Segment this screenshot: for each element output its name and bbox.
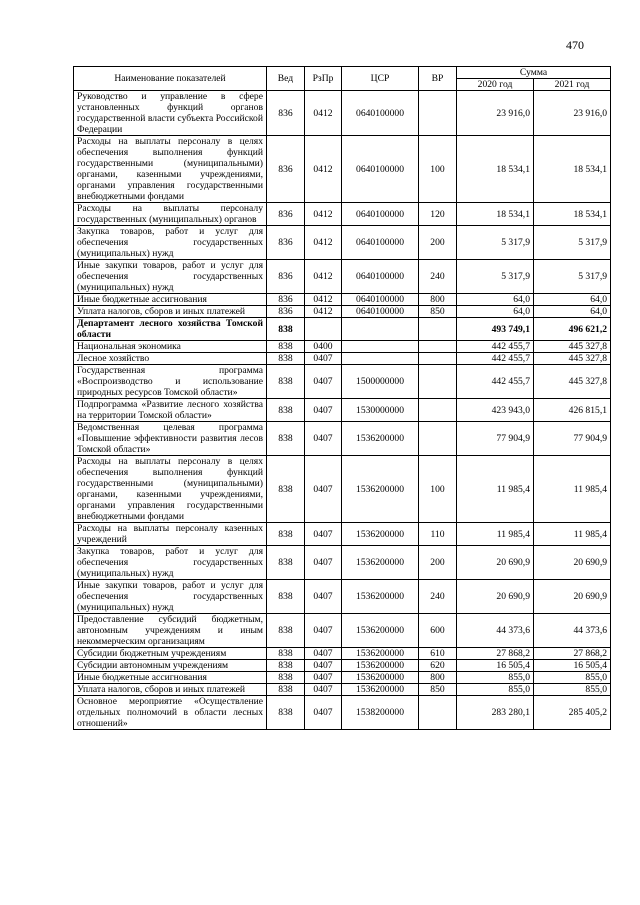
cell-rzpr: 0407: [305, 422, 342, 456]
cell-ved: 838: [267, 546, 305, 580]
cell-amount-2020: 16 505,4: [457, 660, 534, 672]
cell-amount-2020: 442 455,7: [457, 341, 534, 353]
cell-vr: 120: [419, 203, 457, 226]
cell-name: Уплата налогов, сборов и иных платежей: [74, 306, 267, 318]
cell-name: Предоставление субсидий бюджетным, автономным учреждениям и иным некоммерческим организациям: [74, 614, 267, 648]
cell-name: Департамент лесного хозяйства Томской области: [74, 318, 267, 341]
cell-name: Иные закупки товаров, работ и услуг для обеспечения государственных (муниципальных) нужд: [74, 580, 267, 614]
cell-name: Ведомственная целевая программа «Повышение эффективности развития лесов Томской области»: [74, 422, 267, 456]
cell-vr: 850: [419, 684, 457, 696]
cell-vr: 800: [419, 672, 457, 684]
cell-vr: 610: [419, 648, 457, 660]
table-row: [74, 422, 611, 456]
cell-rzpr: 0407: [305, 684, 342, 696]
cell-name: Расходы на выплаты персоналу в целях обеспечения выполнения функций государственными (муниципальными) органами, казенными учреждениями, органами управления государственными внебюджетными фондами: [74, 136, 267, 203]
table-row: [74, 546, 611, 580]
cell-vr: 620: [419, 660, 457, 672]
cell-name: Закупка товаров, работ и услуг для обеспечения государственных (муниципальных) нужд: [74, 546, 267, 580]
cell-rzpr: 0407: [305, 672, 342, 684]
cell-csr: 0640100000: [342, 294, 419, 306]
cell-csr: 0640100000: [342, 306, 419, 318]
cell-name: Лесное хозяйство: [74, 353, 267, 365]
table-row: [74, 136, 611, 203]
header-ved: Вед: [267, 67, 305, 91]
cell-ved: 838: [267, 660, 305, 672]
cell-amount-2021: 496 621,2: [534, 318, 611, 341]
cell-amount-2020: 493 749,1: [457, 318, 534, 341]
cell-amount-2021: 285 405,2: [534, 696, 611, 730]
cell-csr: 0640100000: [342, 136, 419, 203]
cell-csr: 1536200000: [342, 422, 419, 456]
cell-name: Иные бюджетные ассигнования: [74, 294, 267, 306]
cell-amount-2020: 20 690,9: [457, 580, 534, 614]
cell-vr: [419, 91, 457, 136]
cell-vr: 200: [419, 546, 457, 580]
cell-rzpr: [305, 318, 342, 341]
cell-ved: 838: [267, 365, 305, 399]
cell-rzpr: 0407: [305, 696, 342, 730]
table-row: [74, 648, 611, 660]
cell-name: Расходы на выплаты персоналу казенных учреждений: [74, 523, 267, 546]
cell-ved: 838: [267, 696, 305, 730]
cell-amount-2020: 77 904,9: [457, 422, 534, 456]
cell-csr: 1500000000: [342, 365, 419, 399]
cell-vr: 100: [419, 456, 457, 523]
cell-csr: 1536200000: [342, 580, 419, 614]
cell-vr: 850: [419, 306, 457, 318]
cell-amount-2021: 23 916,0: [534, 91, 611, 136]
header-sum: Сумма: [457, 67, 611, 79]
cell-csr: 1536200000: [342, 614, 419, 648]
table-body: [74, 91, 611, 730]
cell-amount-2020: 27 868,2: [457, 648, 534, 660]
cell-ved: 838: [267, 456, 305, 523]
table-row: [74, 684, 611, 696]
cell-amount-2020: 11 985,4: [457, 523, 534, 546]
cell-rzpr: 0407: [305, 660, 342, 672]
cell-csr: 0640100000: [342, 203, 419, 226]
cell-vr: [419, 422, 457, 456]
table-row: [74, 399, 611, 422]
table-row: [74, 203, 611, 226]
cell-amount-2020: 283 280,1: [457, 696, 534, 730]
table-row: [74, 660, 611, 672]
cell-rzpr: 0407: [305, 523, 342, 546]
budget-table: [73, 66, 611, 730]
header-name: Наименование показателей: [74, 67, 267, 91]
cell-csr: 1530000000: [342, 399, 419, 422]
cell-vr: [419, 365, 457, 399]
cell-rzpr: 0412: [305, 91, 342, 136]
cell-amount-2021: 18 534,1: [534, 136, 611, 203]
cell-ved: 836: [267, 306, 305, 318]
cell-amount-2021: 11 985,4: [534, 456, 611, 523]
cell-ved: 838: [267, 353, 305, 365]
cell-csr: 1536200000: [342, 660, 419, 672]
cell-rzpr: 0412: [305, 294, 342, 306]
cell-csr: 1538200000: [342, 696, 419, 730]
cell-rzpr: 0407: [305, 399, 342, 422]
cell-csr: 1536200000: [342, 684, 419, 696]
cell-amount-2020: 23 916,0: [457, 91, 534, 136]
cell-vr: 110: [419, 523, 457, 546]
cell-csr: 0640100000: [342, 91, 419, 136]
cell-amount-2020: 442 455,7: [457, 365, 534, 399]
cell-rzpr: 0407: [305, 648, 342, 660]
table-row: [74, 341, 611, 353]
cell-rzpr: 0412: [305, 226, 342, 260]
cell-ved: 838: [267, 614, 305, 648]
cell-csr: [342, 341, 419, 353]
cell-ved: 836: [267, 294, 305, 306]
cell-amount-2021: 20 690,9: [534, 546, 611, 580]
cell-vr: [419, 341, 457, 353]
cell-amount-2021: 445 327,8: [534, 365, 611, 399]
cell-amount-2020: 5 317,9: [457, 260, 534, 294]
page-number: 470: [566, 38, 584, 52]
cell-ved: 836: [267, 91, 305, 136]
cell-ved: 838: [267, 399, 305, 422]
cell-name: Основное мероприятие «Осуществление отдельных полномочий в области лесных отношений»: [74, 696, 267, 730]
cell-name: Подпрограмма «Развитие лесного хозяйства на территории Томской области»: [74, 399, 267, 422]
cell-amount-2020: 442 455,7: [457, 353, 534, 365]
cell-amount-2021: 855,0: [534, 672, 611, 684]
cell-csr: [342, 353, 419, 365]
cell-amount-2021: 5 317,9: [534, 226, 611, 260]
table-header: [74, 67, 611, 91]
cell-amount-2021: 27 868,2: [534, 648, 611, 660]
cell-vr: 800: [419, 294, 457, 306]
cell-rzpr: 0412: [305, 306, 342, 318]
table-row: [74, 523, 611, 546]
cell-csr: 1536200000: [342, 523, 419, 546]
cell-rzpr: 0407: [305, 365, 342, 399]
cell-vr: [419, 399, 457, 422]
cell-csr: [342, 318, 419, 341]
cell-amount-2021: 77 904,9: [534, 422, 611, 456]
cell-ved: 838: [267, 422, 305, 456]
cell-ved: 838: [267, 672, 305, 684]
cell-amount-2021: 64,0: [534, 294, 611, 306]
cell-vr: [419, 696, 457, 730]
cell-vr: 200: [419, 226, 457, 260]
cell-ved: 836: [267, 203, 305, 226]
cell-name: Национальная экономика: [74, 341, 267, 353]
cell-amount-2021: 426 815,1: [534, 399, 611, 422]
cell-amount-2020: 855,0: [457, 672, 534, 684]
cell-name: Расходы на выплаты персоналу государственных (муниципальных) органов: [74, 203, 267, 226]
cell-amount-2021: 16 505,4: [534, 660, 611, 672]
cell-ved: 838: [267, 523, 305, 546]
cell-rzpr: 0412: [305, 260, 342, 294]
cell-rzpr: 0412: [305, 203, 342, 226]
cell-csr: 0640100000: [342, 226, 419, 260]
cell-vr: [419, 353, 457, 365]
table-row: [74, 456, 611, 523]
cell-amount-2021: 18 534,1: [534, 203, 611, 226]
cell-rzpr: 0407: [305, 456, 342, 523]
cell-rzpr: 0400: [305, 341, 342, 353]
cell-ved: 838: [267, 318, 305, 341]
cell-ved: 836: [267, 260, 305, 294]
cell-name: Субсидии бюджетным учреждениям: [74, 648, 267, 660]
cell-amount-2020: 64,0: [457, 294, 534, 306]
cell-amount-2021: 11 985,4: [534, 523, 611, 546]
table-row: [74, 306, 611, 318]
cell-amount-2021: 445 327,8: [534, 353, 611, 365]
header-year-2021: 2021 год: [534, 79, 611, 91]
cell-amount-2020: 18 534,1: [457, 136, 534, 203]
cell-name: Субсидии автономным учреждениям: [74, 660, 267, 672]
cell-amount-2020: 18 534,1: [457, 203, 534, 226]
cell-ved: 838: [267, 648, 305, 660]
table-row: [74, 365, 611, 399]
cell-ved: 838: [267, 341, 305, 353]
table-row: [74, 696, 611, 730]
cell-amount-2020: 64,0: [457, 306, 534, 318]
cell-name: Закупка товаров, работ и услуг для обеспечения государственных (муниципальных) нужд: [74, 226, 267, 260]
cell-name: Иные закупки товаров, работ и услуг для обеспечения государственных (муниципальных) нужд: [74, 260, 267, 294]
cell-vr: 240: [419, 260, 457, 294]
cell-name: Иные бюджетные ассигнования: [74, 672, 267, 684]
header-csr: ЦСР: [342, 67, 419, 91]
cell-amount-2020: 5 317,9: [457, 226, 534, 260]
cell-rzpr: 0412: [305, 136, 342, 203]
cell-vr: 240: [419, 580, 457, 614]
table-row: [74, 580, 611, 614]
cell-amount-2020: 855,0: [457, 684, 534, 696]
cell-amount-2020: 423 943,0: [457, 399, 534, 422]
cell-amount-2021: 445 327,8: [534, 341, 611, 353]
cell-csr: 1536200000: [342, 546, 419, 580]
cell-name: Расходы на выплаты персоналу в целях обеспечения выполнения функций государственными (муниципальными) органами, казенными учреждениями, органами управления государственными внебюджетными фондами: [74, 456, 267, 523]
cell-csr: 0640100000: [342, 260, 419, 294]
cell-ved: 836: [267, 226, 305, 260]
table-row: [74, 294, 611, 306]
cell-ved: 838: [267, 684, 305, 696]
cell-amount-2020: 11 985,4: [457, 456, 534, 523]
cell-ved: 836: [267, 136, 305, 203]
cell-rzpr: 0407: [305, 546, 342, 580]
cell-amount-2020: 20 690,9: [457, 546, 534, 580]
cell-amount-2021: 20 690,9: [534, 580, 611, 614]
cell-amount-2020: 44 373,6: [457, 614, 534, 648]
cell-vr: 600: [419, 614, 457, 648]
cell-vr: 100: [419, 136, 457, 203]
header-year-2020: 2020 год: [457, 79, 534, 91]
cell-csr: 1536200000: [342, 672, 419, 684]
cell-csr: 1536200000: [342, 456, 419, 523]
header-rzpr: РзПр: [305, 67, 342, 91]
cell-amount-2021: 855,0: [534, 684, 611, 696]
table-row: [74, 672, 611, 684]
table-row: [74, 353, 611, 365]
table-row: [74, 614, 611, 648]
table-row: [74, 226, 611, 260]
table-row: [74, 260, 611, 294]
cell-name: Государственная программа «Воспроизводство и использование природных ресурсов Томской области»: [74, 365, 267, 399]
table-row: [74, 91, 611, 136]
cell-rzpr: 0407: [305, 353, 342, 365]
cell-ved: 838: [267, 580, 305, 614]
cell-name: Уплата налогов, сборов и иных платежей: [74, 684, 267, 696]
cell-rzpr: 0407: [305, 580, 342, 614]
header-vr: ВР: [419, 67, 457, 91]
cell-amount-2021: 64,0: [534, 306, 611, 318]
cell-rzpr: 0407: [305, 614, 342, 648]
cell-amount-2021: 44 373,6: [534, 614, 611, 648]
table-row: [74, 318, 611, 341]
cell-name: Руководство и управление в сфере установленных функций органов государственной власти субъекта Российской Федерации: [74, 91, 267, 136]
cell-vr: [419, 318, 457, 341]
cell-amount-2021: 5 317,9: [534, 260, 611, 294]
cell-csr: 1536200000: [342, 648, 419, 660]
